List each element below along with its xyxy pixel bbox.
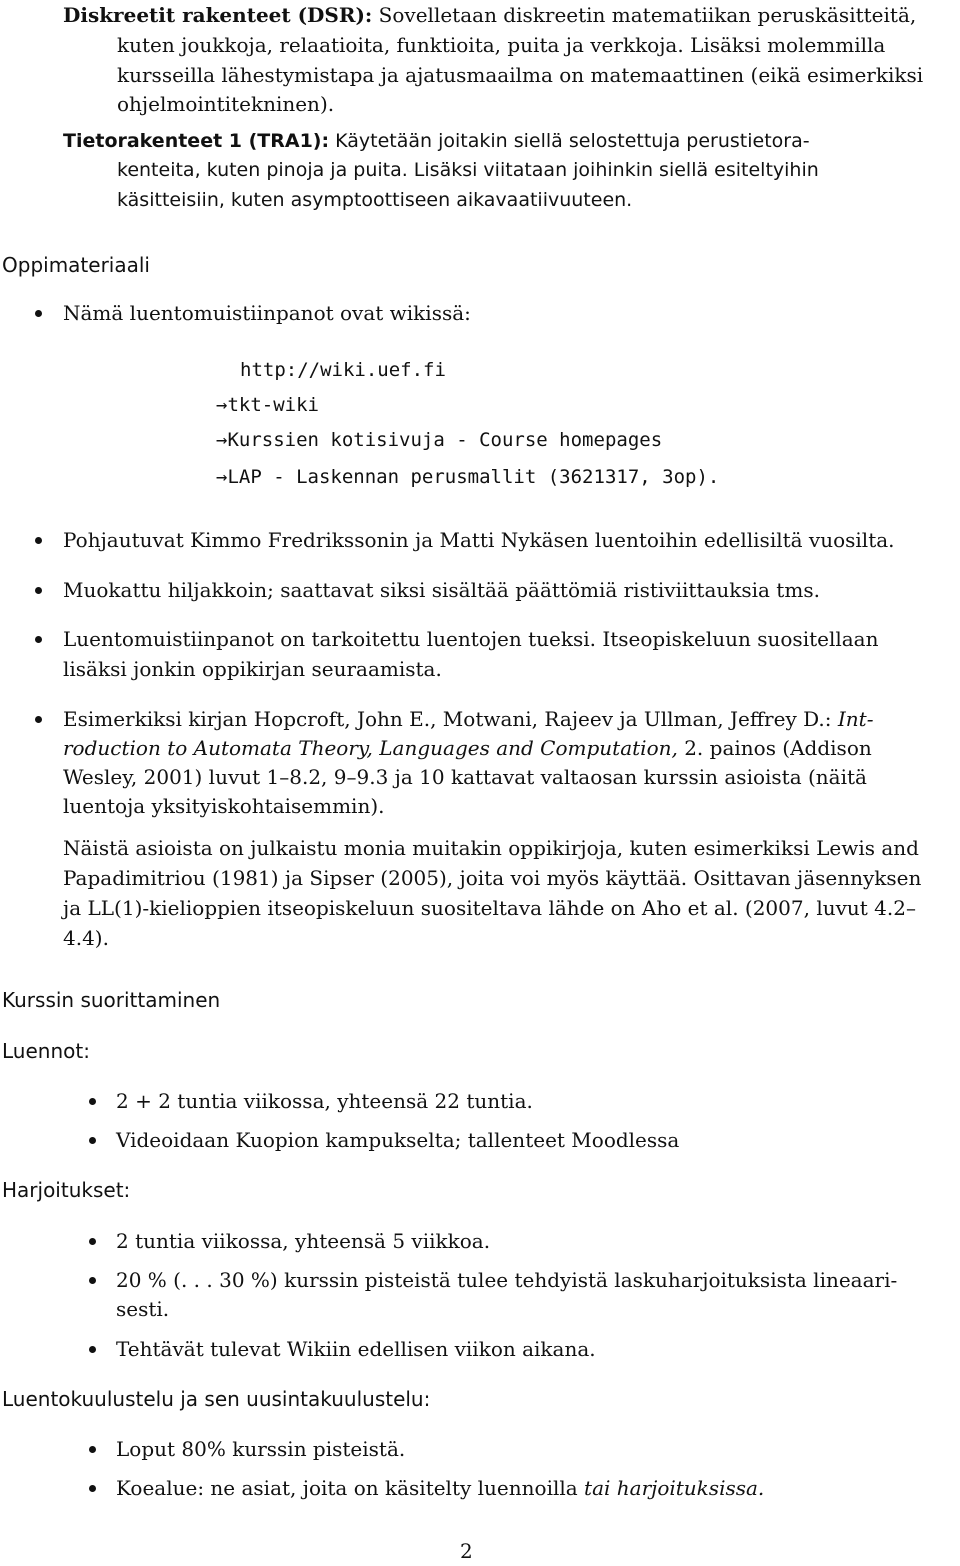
wiki-url: http://wiki.uef.fi xyxy=(240,359,446,381)
page-number: 2 xyxy=(460,1539,473,1563)
harjoitukset-item-3: Tehtävät tulevat Wikiin edellisen viikon aikana. xyxy=(116,1337,596,1361)
tra-line-2: kenteita, kuten pinoja ja puita. Lisäksi viitataan joihinkin siellä esiteltyihin xyxy=(117,159,819,181)
tra-line-3: käsitteisiin, kuten asymptoottiseen aikavaatiivuuteen. xyxy=(117,189,633,211)
arrow-icon: → xyxy=(216,394,228,416)
bullet-icon xyxy=(35,716,42,723)
paragraph-line-1: Näistä asioista on julkaistu monia muitakin oppikirjoja, kuten esimerkiksi Lewis and xyxy=(63,836,919,860)
wiki-nav-3: →LAP - Laskennan perusmallit (3621317, 3op). xyxy=(216,466,720,488)
harjoitukset-item-2-line-1: 20 % (. . . 30 %) kurssin pisteistä tulee tehdyistä laskuharjoituksista lineaari- xyxy=(116,1268,898,1292)
luennot-heading: Luennot: xyxy=(2,1039,90,1063)
oppimateriaali-item-4-line-2: lisäksi jonkin oppikirjan seuraamista. xyxy=(63,657,442,681)
oppimateriaali-item-4-line-1: Luentomuistiinpanot on tarkoitettu luentojen tueksi. Itseopiskeluun suositellaan xyxy=(63,627,879,651)
bullet-icon xyxy=(89,1098,96,1105)
bullet-icon xyxy=(35,587,42,594)
dsr-term: Diskreetit rakenteet (DSR): xyxy=(63,3,373,27)
bullet-icon xyxy=(89,1238,96,1245)
dsr-line-2: kuten joukkoja, relaatioita, funktioita, puita ja verkkoja. Lisäksi molemmilla xyxy=(117,33,886,57)
oppimateriaali-item-5-line-2: roduction to Automata Theory, Languages and Computation, 2. painos (Addison xyxy=(63,736,872,760)
paragraph-line-4: 4.4). xyxy=(63,926,109,950)
harjoitukset-item-1: 2 tuntia viikossa, yhteensä 5 viikkoa. xyxy=(116,1229,491,1253)
bullet-icon xyxy=(35,310,42,317)
tra-term: Tietorakenteet 1 (TRA1): xyxy=(63,130,330,152)
dsr-line-4: ohjelmointitekninen). xyxy=(117,92,335,116)
arrow-icon: → xyxy=(216,466,228,488)
oppimateriaali-item-2: Pohjautuvat Kimmo Fredrikssonin ja Matti Nykäsen luentoihin edellisiltä vuosilta. xyxy=(63,528,895,552)
bullet-icon xyxy=(89,1346,96,1353)
kuulustelu-item-1: Loput 80% kurssin pisteistä. xyxy=(116,1437,406,1461)
oppimateriaali-heading: Oppimateriaali xyxy=(2,253,150,277)
oppimateriaali-item-5-line-1: Esimerkiksi kirjan Hopcroft, John E., Motwani, Rajeev ja Ullman, Jeffrey D.: Int- xyxy=(63,707,874,731)
luennot-item-2: Videoidaan Kuopion kampukselta; tallenteet Moodlessa xyxy=(116,1128,680,1152)
suorittaminen-heading: Kurssin suorittaminen xyxy=(2,988,221,1012)
dsr-text-1: Sovelletaan diskreetin matematiikan peruskäsitteitä, xyxy=(378,3,917,27)
bullet-icon xyxy=(89,1137,96,1144)
wiki-nav-1: →tkt-wiki xyxy=(216,394,319,416)
bullet-icon xyxy=(35,537,42,544)
luennot-item-1: 2 + 2 tuntia viikossa, yhteensä 22 tuntia. xyxy=(116,1089,533,1113)
kuulustelu-heading: Luentokuulustelu ja sen uusintakuulustelu: xyxy=(2,1387,431,1411)
dsr-line-3: kursseilla lähestymistapa ja ajatusmaailma on matemaattinen (eikä esimerkiksi xyxy=(117,63,924,87)
oppimateriaali-item-5-line-4: luentoja yksityiskohtaisemmin). xyxy=(63,794,385,818)
bullet-icon xyxy=(89,1485,96,1492)
harjoitukset-item-2-line-2: sesti. xyxy=(116,1297,170,1321)
bullet-icon xyxy=(89,1446,96,1453)
oppimateriaali-item-5-line-3: Wesley, 2001) luvut 1–8.2, 9–9.3 ja 10 kattavat valtaosan kurssin asioista (näitä xyxy=(63,765,867,789)
tra-text-1: Käytetään joitakin siellä selostettuja perustietora- xyxy=(335,130,810,152)
wiki-intro: Nämä luentomuistiinpanot ovat wikissä: xyxy=(63,301,471,325)
tra-line-1 xyxy=(63,126,810,156)
paragraph-line-3: ja LL(1)-kielioppien itseopiskeluun suositeltava lähde on Aho et al. (2007, luvut 4.2– xyxy=(63,896,916,920)
kuulustelu-item-2: Koealue: ne asiat, joita on käsitelty luennoilla tai harjoituksissa. xyxy=(116,1476,765,1500)
wiki-nav-2: →Kurssien kotisivuja - Course homepages xyxy=(216,429,663,451)
bullet-icon xyxy=(35,636,42,643)
arrow-icon: → xyxy=(216,429,228,451)
bullet-icon xyxy=(89,1277,96,1284)
dsr-line-1 xyxy=(63,0,916,30)
book-title: roduction to Automata Theory, Languages and Computation, xyxy=(63,736,678,760)
paragraph-line-2: Papadimitriou (1981) ja Sipser (2005), joita voi myös käyttää. Osittavan jäsennyksen xyxy=(63,866,922,890)
oppimateriaali-item-3: Muokattu hiljakkoin; saattavat siksi sisältää päättömiä ristiviittauksia tms. xyxy=(63,578,820,602)
harjoitukset-heading: Harjoitukset: xyxy=(2,1178,131,1202)
